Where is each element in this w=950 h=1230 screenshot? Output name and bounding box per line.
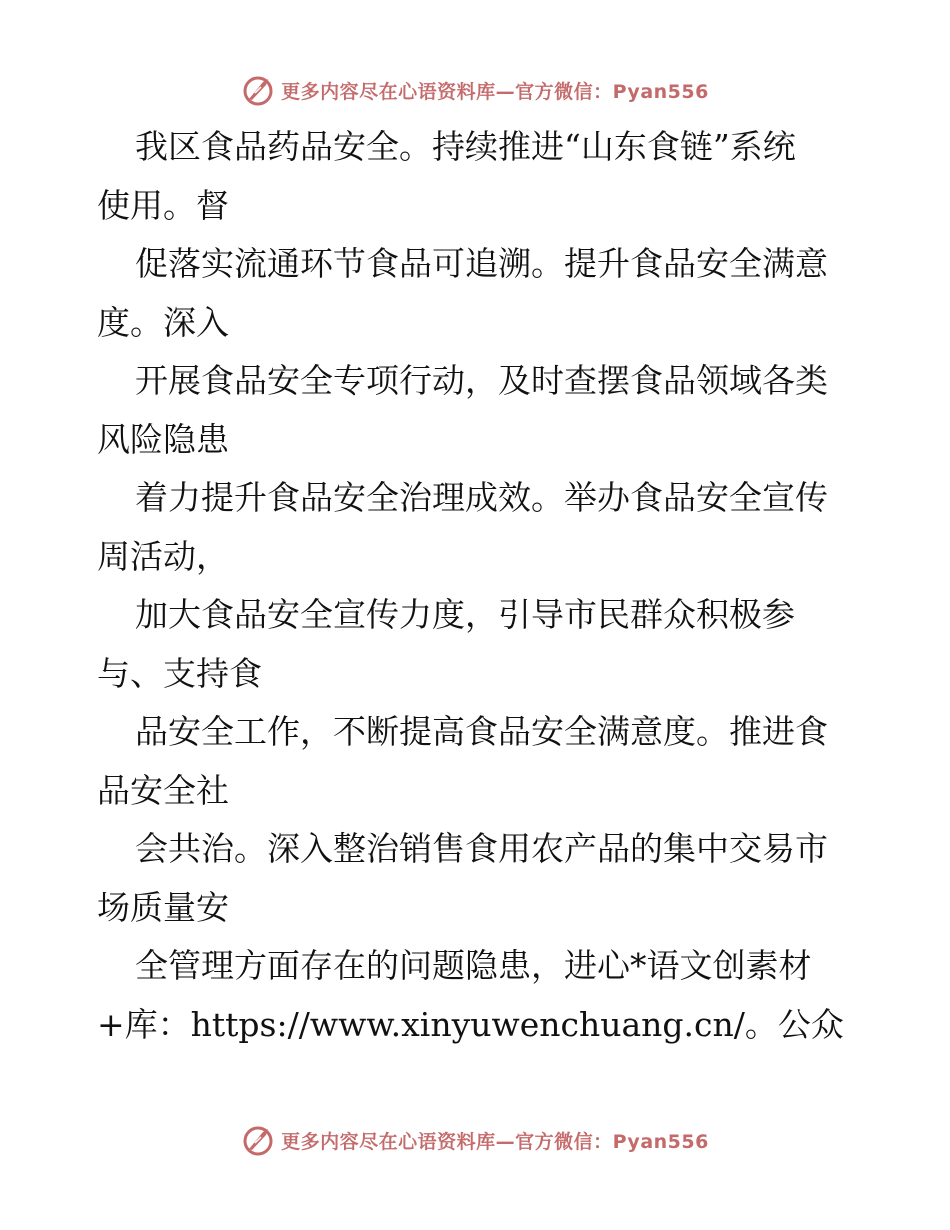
quill-pen-logo-icon xyxy=(241,73,275,107)
body-line-2: 使用。督 xyxy=(97,185,229,225)
body-line-4: 度。深入 xyxy=(97,302,229,342)
body-line-16: +库：https://www.xinyuwenchuang.cn/。公众 xyxy=(97,1004,844,1044)
body-line-1: 我区食品药品安全。持续推进“山东食链”系统 xyxy=(135,127,796,166)
body-line-8: 周活动， xyxy=(97,536,229,576)
footer-banner xyxy=(0,1120,950,1160)
body-line-10: 与、支持食 xyxy=(97,653,262,693)
body-line-3: 促落实流通环节食品可追溯。提升食品安全满意 xyxy=(135,244,828,283)
body-line-14: 场质量安 xyxy=(97,887,229,927)
quill-pen-logo-icon xyxy=(241,1123,275,1157)
header-banner-text: 更多内容尽在心语资料库—官方微信：Pyan556 xyxy=(281,80,709,103)
body-line-11: 品安全工作，不断提高食品安全满意度。推进食 xyxy=(135,712,828,751)
body-line-15: 全管理方面存在的问题隐患，进心*语文创素材 xyxy=(135,946,812,985)
footer-banner-text: 更多内容尽在心语资料库—官方微信：Pyan556 xyxy=(281,1130,709,1153)
document-body xyxy=(97,118,857,1054)
body-line-6: 风险隐患 xyxy=(97,419,229,459)
body-line-7: 着力提升食品安全治理成效。举办食品安全宣传 xyxy=(135,478,828,517)
body-line-9: 加大食品安全宣传力度，引导市民群众积极参 xyxy=(135,595,795,634)
header-banner xyxy=(0,70,950,110)
body-line-12: 品安全社 xyxy=(97,770,229,810)
body-line-13: 会共治。深入整治销售食用农产品的集中交易市 xyxy=(135,829,828,868)
body-line-5: 开展食品安全专项行动，及时查摆食品领域各类 xyxy=(135,361,828,400)
